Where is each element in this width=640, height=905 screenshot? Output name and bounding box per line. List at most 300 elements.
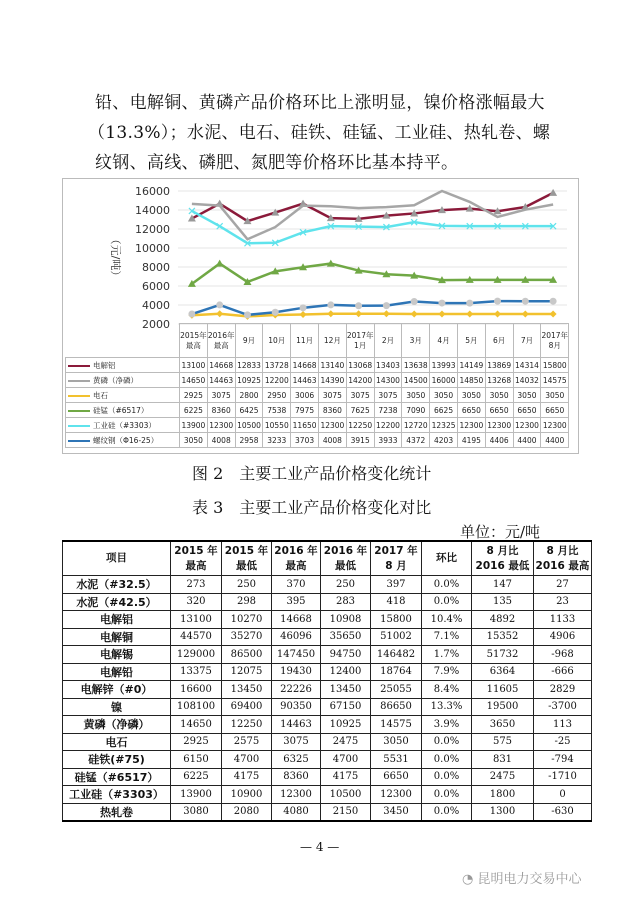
- data-label: 6425: [235, 403, 263, 418]
- data-label: 11650: [291, 418, 319, 433]
- figure-caption: 图 2 主要工业产品价格变化统计: [192, 464, 432, 483]
- table-row: [63, 768, 592, 786]
- legend-swatch: [68, 380, 90, 382]
- legend-row: [66, 433, 569, 448]
- data-point: [466, 300, 473, 307]
- data-label: 3006: [291, 388, 319, 403]
- table-cell: 10925: [321, 716, 371, 734]
- data-point: [327, 301, 334, 308]
- data-label: 6650: [485, 403, 513, 418]
- table-cell: 35650: [321, 628, 371, 646]
- table-cell: 51732: [472, 646, 534, 664]
- data-label: 12300: [207, 418, 235, 433]
- table-cell: 250: [222, 576, 272, 594]
- wechat-icon: ◔: [462, 872, 478, 887]
- y-tick-label: 2000: [142, 318, 170, 331]
- data-label: 12200: [263, 373, 291, 388]
- data-label: 7625: [346, 403, 374, 418]
- data-label: 14463: [207, 373, 235, 388]
- y-tick-label: 14000: [135, 204, 170, 217]
- data-point: [550, 298, 557, 305]
- table-cell: 12300: [371, 786, 422, 804]
- column-header: 2016 年 最低: [321, 541, 371, 576]
- data-label: 6650: [513, 403, 541, 418]
- table-row: [63, 681, 592, 699]
- row-name: 镍: [63, 698, 171, 716]
- table-cell: 395: [272, 593, 321, 611]
- table-cell: 135: [472, 593, 534, 611]
- table-cell: 147450: [272, 646, 321, 664]
- table-cell: 5531: [371, 751, 422, 769]
- data-label: 4195: [457, 433, 485, 448]
- row-name: 水泥（#32.5）: [63, 576, 171, 594]
- data-label: 3050: [402, 388, 430, 403]
- data-point: [300, 304, 307, 311]
- table-cell: 14463: [272, 716, 321, 734]
- data-point: [411, 311, 418, 318]
- table-cell: 0.0%: [422, 803, 472, 821]
- table-cell: -3700: [534, 698, 592, 716]
- table-cell: 8.4%: [422, 681, 472, 699]
- table-cell: 27: [534, 576, 592, 594]
- row-name: 电解铜: [63, 628, 171, 646]
- table-row: [63, 803, 592, 821]
- table-cell: 14575: [371, 716, 422, 734]
- column-header: 2015 年 最高: [171, 541, 222, 576]
- table-cell: 1300: [472, 803, 534, 821]
- table-row: [63, 593, 592, 611]
- category-label: 7月: [513, 324, 541, 358]
- table-cell: 2150: [321, 803, 371, 821]
- table-cell: 11605: [472, 681, 534, 699]
- data-label: 6625: [430, 403, 458, 418]
- legend-label: 电解铝: [93, 360, 116, 370]
- legend-swatch: [68, 410, 90, 412]
- table-cell: 51002: [371, 628, 422, 646]
- data-label: 7538: [263, 403, 291, 418]
- data-label: 3075: [207, 388, 235, 403]
- table-cell: 13450: [321, 681, 371, 699]
- data-label: 3703: [291, 433, 319, 448]
- data-label: 14850: [457, 373, 485, 388]
- table-cell: 86500: [222, 646, 272, 664]
- table-cell: 10.4%: [422, 611, 472, 629]
- table-cell: 6364: [472, 663, 534, 681]
- data-label: 10500: [235, 418, 263, 433]
- data-label: 13140: [318, 358, 346, 373]
- table-cell: -794: [534, 751, 592, 769]
- data-point: [383, 302, 390, 309]
- table-cell: 23: [534, 593, 592, 611]
- data-point: [438, 311, 445, 318]
- column-header: 8 月比 2016 最低: [472, 541, 534, 576]
- table-cell: 6225: [171, 768, 222, 786]
- data-label: 4008: [318, 433, 346, 448]
- data-label: 4406: [485, 433, 513, 448]
- table-cell: 6150: [171, 751, 222, 769]
- data-label: 4008: [207, 433, 235, 448]
- data-label: 14500: [402, 373, 430, 388]
- legend-swatch: [68, 365, 90, 367]
- data-label: 14575: [541, 373, 569, 388]
- y-tick-label: 16000: [135, 185, 170, 198]
- row-name: 水泥（#42.5）: [63, 593, 171, 611]
- table-cell: 3080: [171, 803, 222, 821]
- row-name: 工业硅（#3303）: [63, 786, 171, 804]
- data-label: 4203: [430, 433, 458, 448]
- legend-row: [66, 403, 569, 418]
- chart-data-table: [65, 323, 569, 448]
- table-cell: 35270: [222, 628, 272, 646]
- data-point: [216, 301, 223, 308]
- legend-row: [66, 418, 569, 433]
- data-label: 13869: [485, 358, 513, 373]
- data-label: 4372: [402, 433, 430, 448]
- y-tick-label: 10000: [135, 242, 170, 255]
- table-cell: 6650: [371, 768, 422, 786]
- table-cell: 2829: [534, 681, 592, 699]
- table-cell: 19500: [472, 698, 534, 716]
- data-label: 3915: [346, 433, 374, 448]
- table-row: [63, 698, 592, 716]
- table-cell: 90350: [272, 698, 321, 716]
- table-row: [63, 611, 592, 629]
- table-cell: 129000: [171, 646, 222, 664]
- table-row: [63, 646, 592, 664]
- legend-label: 电石: [93, 390, 108, 400]
- data-point: [355, 302, 362, 309]
- table-cell: 13.3%: [422, 698, 472, 716]
- table-cell: 1.7%: [422, 646, 472, 664]
- page-number: — 4 —: [300, 840, 340, 854]
- data-label: 3933: [374, 433, 402, 448]
- table-row: [63, 733, 592, 751]
- legend-label: 螺纹钢（Φ16-25）: [93, 435, 159, 445]
- legend-row: [66, 358, 569, 373]
- legend-swatch: [68, 440, 90, 442]
- watermark: [462, 868, 582, 887]
- row-name: 硅锰（#6517）: [63, 768, 171, 786]
- data-label: 12200: [374, 418, 402, 433]
- table-cell: 575: [472, 733, 534, 751]
- data-label: 14668: [207, 358, 235, 373]
- table-cell: 4700: [321, 751, 371, 769]
- table-cell: 44570: [171, 628, 222, 646]
- data-label: 12325: [430, 418, 458, 433]
- data-label: 14650: [180, 373, 208, 388]
- table-cell: 7.1%: [422, 628, 472, 646]
- table-cell: 4892: [472, 611, 534, 629]
- table-cell: 12250: [222, 716, 272, 734]
- table-cell: 146482: [371, 646, 422, 664]
- table-cell: 7.9%: [422, 663, 472, 681]
- data-label: 7090: [402, 403, 430, 418]
- data-point: [411, 298, 418, 305]
- data-label: 2958: [235, 433, 263, 448]
- data-label: 3075: [346, 388, 374, 403]
- data-label: 2950: [263, 388, 291, 403]
- legend-swatch: [68, 395, 90, 397]
- column-header: 8 月比 2016 最高: [534, 541, 592, 576]
- table-cell: 18764: [371, 663, 422, 681]
- category-label: 6月: [485, 324, 513, 358]
- data-point: [355, 310, 362, 317]
- data-label: 4400: [513, 433, 541, 448]
- table-cell: 25055: [371, 681, 422, 699]
- legend-swatch: [68, 425, 90, 427]
- paragraph-line: 铅、电解铜、黄磷产品价格环比上涨明显，镍价格涨幅最大: [95, 93, 545, 113]
- table-cell: -968: [534, 646, 592, 664]
- data-label: 3050: [430, 388, 458, 403]
- data-label: 3233: [263, 433, 291, 448]
- column-header: 2015 年 最低: [222, 541, 272, 576]
- row-name: 硅铁(#75): [63, 751, 171, 769]
- table-cell: 0.0%: [422, 786, 472, 804]
- data-point: [438, 300, 445, 307]
- data-label: 8360: [318, 403, 346, 418]
- data-label: 12300: [513, 418, 541, 433]
- table-cell: 2475: [321, 733, 371, 751]
- y-tick-label: 8000: [142, 261, 170, 274]
- table-cell: 2080: [222, 803, 272, 821]
- table-cell: 320: [171, 593, 222, 611]
- table-cell: 283: [321, 593, 371, 611]
- column-header: 2016 年 最高: [272, 541, 321, 576]
- data-label: 14314: [513, 358, 541, 373]
- table-caption: 表 3 主要工业产品价格变化对比: [192, 498, 432, 517]
- data-point: [466, 311, 473, 318]
- data-point: [244, 311, 251, 318]
- category-label: 2016年最高: [207, 324, 235, 358]
- table-row: [63, 751, 592, 769]
- table-cell: 2925: [171, 733, 222, 751]
- row-name: 电解锌（#0）: [63, 681, 171, 699]
- data-label: 14032: [513, 373, 541, 388]
- data-label: 14668: [291, 358, 319, 373]
- table-cell: 6325: [272, 751, 321, 769]
- price-comparison-table: [62, 540, 592, 822]
- y-tick-label: 12000: [135, 223, 170, 236]
- watermark-text: 昆明电力交易中心: [477, 872, 582, 887]
- table-cell: 4080: [272, 803, 321, 821]
- table-cell: 0.0%: [422, 593, 472, 611]
- table-cell: 418: [371, 593, 422, 611]
- data-label: 12300: [541, 418, 569, 433]
- table-cell: 14650: [171, 716, 222, 734]
- data-label: 3050: [180, 433, 208, 448]
- data-label: 12300: [318, 418, 346, 433]
- data-point: [327, 310, 334, 317]
- table-cell: 22226: [272, 681, 321, 699]
- data-label: 14200: [346, 373, 374, 388]
- data-label: 14149: [457, 358, 485, 373]
- corner: [66, 324, 180, 358]
- table-cell: 0.0%: [422, 733, 472, 751]
- table-row: [63, 663, 592, 681]
- category-label: 11月: [291, 324, 319, 358]
- data-label: 10550: [263, 418, 291, 433]
- table-cell: 13450: [222, 681, 272, 699]
- legend-row: [66, 388, 569, 403]
- category-label: 5月: [457, 324, 485, 358]
- table-cell: -666: [534, 663, 592, 681]
- table-cell: 147: [472, 576, 534, 594]
- data-label: 12300: [457, 418, 485, 433]
- table-cell: 12400: [321, 663, 371, 681]
- paragraph-line: （13.3%）；水泥、电石、硅铁、硅锰、工业硅、热轧卷、螺: [88, 123, 551, 143]
- data-label: 7975: [291, 403, 319, 418]
- data-label: 13068: [346, 358, 374, 373]
- legend-row: [66, 373, 569, 388]
- table-cell: 15800: [371, 611, 422, 629]
- category-label: 2017年1月: [346, 324, 374, 358]
- data-label: 13638: [402, 358, 430, 373]
- table-cell: 298: [222, 593, 272, 611]
- data-point: [188, 311, 195, 318]
- table-cell: 15352: [472, 628, 534, 646]
- data-label: 3050: [513, 388, 541, 403]
- table-cell: 250: [321, 576, 371, 594]
- table-cell: 3075: [272, 733, 321, 751]
- data-point: [550, 311, 557, 318]
- table-cell: 10900: [222, 786, 272, 804]
- table-cell: 0.0%: [422, 576, 472, 594]
- data-label: 14463: [291, 373, 319, 388]
- data-label: 12300: [485, 418, 513, 433]
- table-cell: -630: [534, 803, 592, 821]
- y-tick-label: 4000: [142, 299, 170, 312]
- series-line: [192, 191, 553, 239]
- table-cell: 12075: [222, 663, 272, 681]
- table-cell: 2575: [222, 733, 272, 751]
- table-cell: 10270: [222, 611, 272, 629]
- category-label: 2017年8月: [541, 324, 569, 358]
- data-label: 2925: [180, 388, 208, 403]
- data-label: 14390: [318, 373, 346, 388]
- table-cell: 19430: [272, 663, 321, 681]
- table-cell: 3650: [472, 716, 534, 734]
- unit-label: 单位：元/吨: [460, 523, 541, 541]
- column-header: 项目: [63, 541, 171, 576]
- column-header: 环比: [422, 541, 472, 576]
- data-label: 13403: [374, 358, 402, 373]
- table-cell: 86650: [371, 698, 422, 716]
- table-cell: 0: [534, 786, 592, 804]
- table-cell: 273: [171, 576, 222, 594]
- row-name: 电石: [63, 733, 171, 751]
- data-label: 13993: [430, 358, 458, 373]
- y-tick-label: 6000: [142, 280, 170, 293]
- category-label: 2月: [374, 324, 402, 358]
- table-cell: 10908: [321, 611, 371, 629]
- table-cell: 10500: [321, 786, 371, 804]
- data-point: [383, 310, 390, 317]
- data-label: 3050: [541, 388, 569, 403]
- table-cell: 13900: [171, 786, 222, 804]
- row-name: 黄磷（净磷）: [63, 716, 171, 734]
- table-cell: 108100: [171, 698, 222, 716]
- data-point: [300, 311, 307, 318]
- table-cell: 370: [272, 576, 321, 594]
- data-label: 12250: [346, 418, 374, 433]
- table-cell: 67150: [321, 698, 371, 716]
- table-cell: 14668: [272, 611, 321, 629]
- data-point: [522, 311, 529, 318]
- data-label: 6650: [457, 403, 485, 418]
- table-cell: 4175: [222, 768, 272, 786]
- table-cell: 0.0%: [422, 768, 472, 786]
- row-name: 热轧卷: [63, 803, 171, 821]
- data-label: 3050: [457, 388, 485, 403]
- data-label: 10925: [235, 373, 263, 388]
- table-row: [63, 628, 592, 646]
- table-cell: 4175: [321, 768, 371, 786]
- legend-label: 硅锰（#6517）: [93, 405, 149, 415]
- row-name: 电解锡: [63, 646, 171, 664]
- category-label: 4月: [430, 324, 458, 358]
- table-cell: 13100: [171, 611, 222, 629]
- data-label: 3075: [318, 388, 346, 403]
- table-cell: 113: [534, 716, 592, 734]
- table-cell: 12300: [272, 786, 321, 804]
- data-label: 13900: [180, 418, 208, 433]
- table-cell: 16600: [171, 681, 222, 699]
- data-label: 2800: [235, 388, 263, 403]
- paragraph-line: 纹钢、高线、磷肥、氮肥等价格环比基本持平。: [95, 153, 459, 173]
- data-label: 14300: [374, 373, 402, 388]
- table-cell: 13375: [171, 663, 222, 681]
- data-label: 15800: [541, 358, 569, 373]
- table-cell: 3.9%: [422, 716, 472, 734]
- table-cell: 8360: [272, 768, 321, 786]
- data-label: 6225: [180, 403, 208, 418]
- data-point: [549, 189, 557, 196]
- category-label: 3月: [402, 324, 430, 358]
- table-cell: 3050: [371, 733, 422, 751]
- table-cell: 1800: [472, 786, 534, 804]
- table-cell: 46096: [272, 628, 321, 646]
- table-cell: 2475: [472, 768, 534, 786]
- data-label: 3075: [374, 388, 402, 403]
- row-name: 电解铅: [63, 663, 171, 681]
- data-label: 3050: [485, 388, 513, 403]
- data-label: 12720: [402, 418, 430, 433]
- table-cell: 1133: [534, 611, 592, 629]
- data-point: [272, 309, 279, 316]
- table-cell: 831: [472, 751, 534, 769]
- data-point: [494, 311, 501, 318]
- table-cell: 0.0%: [422, 751, 472, 769]
- table-cell: 69400: [222, 698, 272, 716]
- row-name: 电解铝: [63, 611, 171, 629]
- table-row: [63, 716, 592, 734]
- data-point: [216, 260, 224, 267]
- table-cell: 4906: [534, 628, 592, 646]
- table-cell: 4700: [222, 751, 272, 769]
- data-label: 16000: [430, 373, 458, 388]
- table-cell: 94750: [321, 646, 371, 664]
- data-point: [522, 298, 529, 305]
- data-label: 6650: [541, 403, 569, 418]
- legend-label: 黄磷（净磷）: [93, 375, 138, 385]
- data-label: 13268: [485, 373, 513, 388]
- table-cell: -1710: [534, 768, 592, 786]
- column-header: 2017 年 8 月: [371, 541, 422, 576]
- data-label: 8360: [207, 403, 235, 418]
- data-label: 13728: [263, 358, 291, 373]
- data-label: 13100: [180, 358, 208, 373]
- table-row: [63, 576, 592, 594]
